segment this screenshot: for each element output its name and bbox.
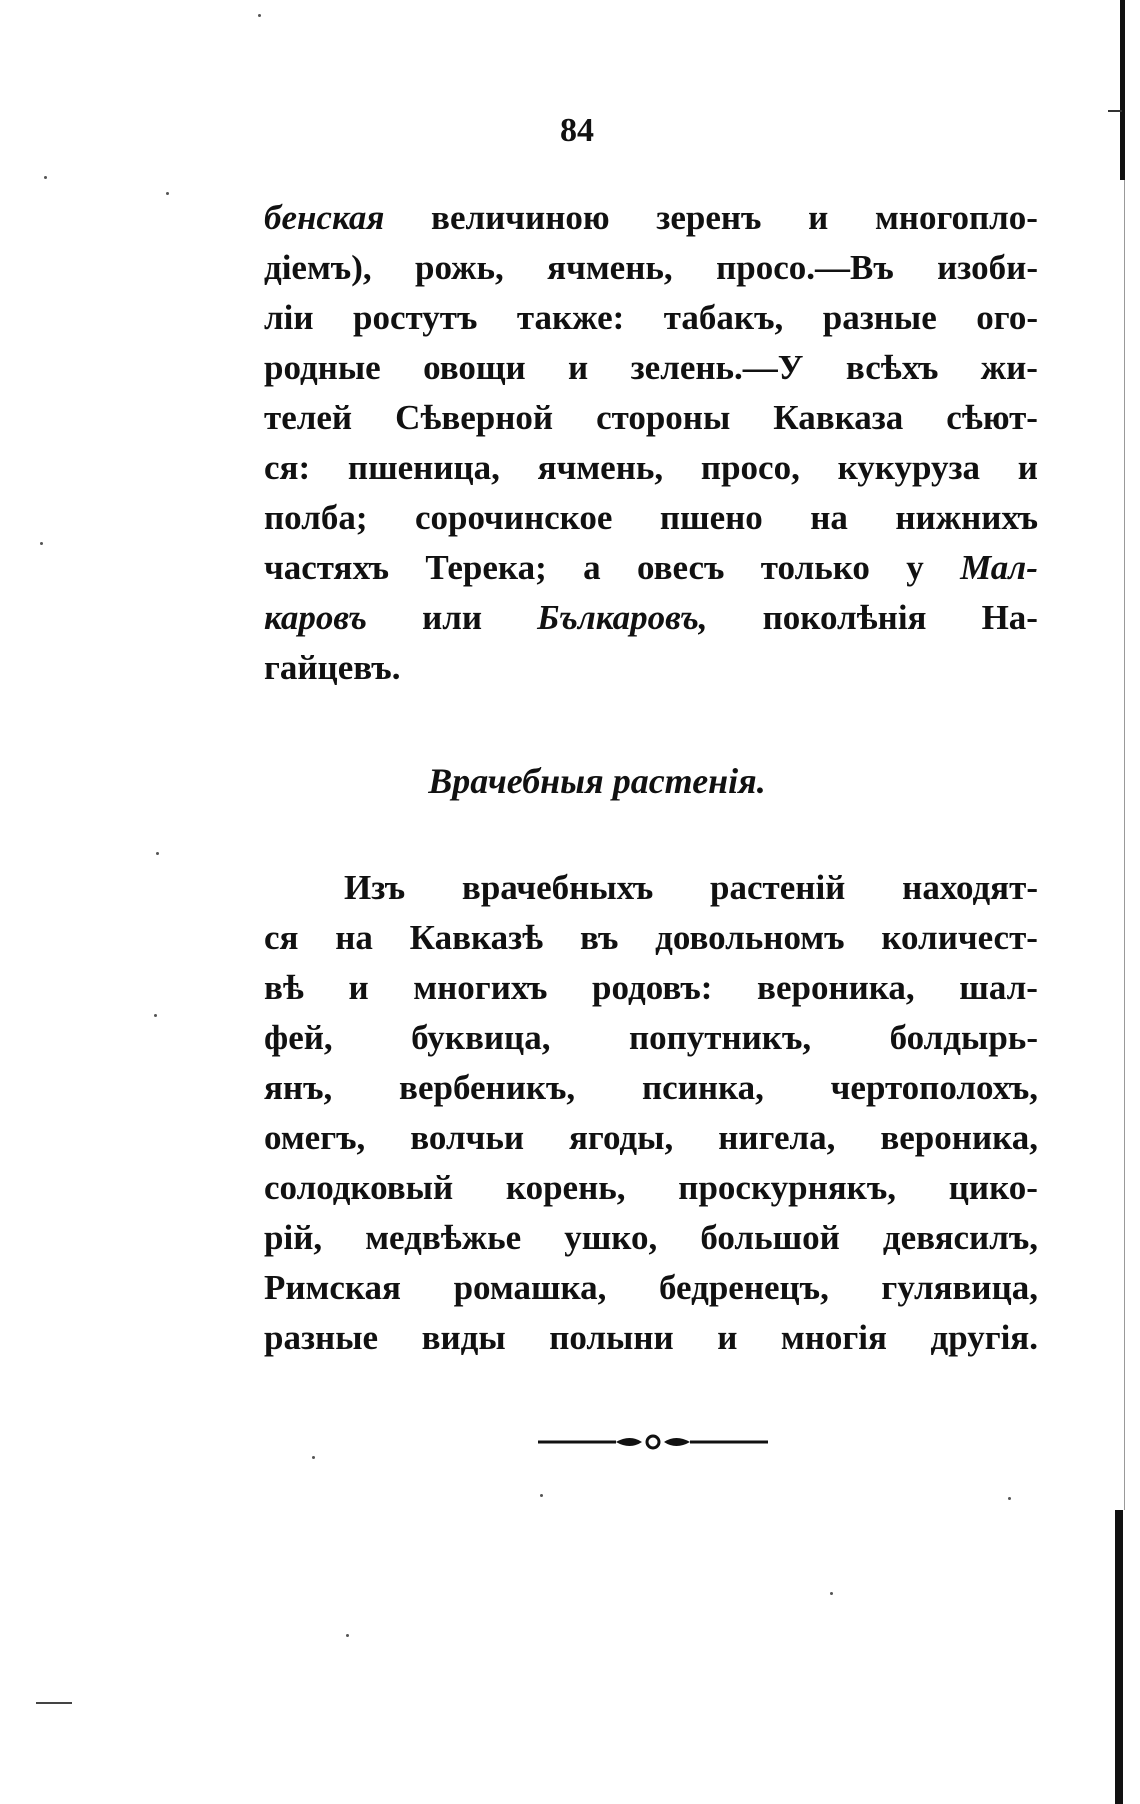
word: довольномъ	[655, 918, 845, 957]
word: другiя.	[930, 1318, 1038, 1357]
word: лiи	[264, 298, 314, 337]
word: поколѣнiя	[762, 598, 927, 637]
text-line	[264, 198, 1038, 248]
word: или	[422, 598, 483, 637]
word: разные	[822, 298, 937, 337]
word: находят-	[902, 868, 1038, 907]
text-line	[264, 548, 1038, 598]
word: всѣхъ	[845, 348, 939, 387]
word: рiй,	[264, 1218, 323, 1257]
paper-speck	[1008, 1497, 1011, 1500]
word: просо,	[700, 448, 800, 487]
word: овесъ	[636, 548, 725, 587]
word: Кавказѣ	[409, 918, 544, 957]
paper-speck	[312, 1456, 315, 1459]
word: Сѣверной	[395, 398, 554, 437]
word: и	[808, 198, 829, 237]
word: вербеникъ,	[399, 1068, 576, 1107]
word: и	[348, 968, 369, 1007]
text-line	[264, 1118, 1038, 1168]
page-edge-rule-thin	[1124, 180, 1125, 1510]
text-line	[264, 298, 1038, 348]
word: вероника,	[757, 968, 915, 1007]
text-line	[264, 498, 1038, 548]
word: изоби-	[937, 248, 1038, 287]
paper-speck	[154, 1014, 157, 1017]
word: сѣют-	[946, 398, 1038, 437]
word: у	[906, 548, 924, 587]
word: полба;	[264, 498, 368, 537]
word: дiемъ),	[264, 248, 372, 287]
word: ягоды,	[568, 1118, 674, 1157]
word: ого-	[976, 298, 1038, 337]
word: омегъ,	[264, 1118, 366, 1157]
text-line	[264, 648, 1038, 698]
text-line	[264, 918, 1038, 968]
word: бедренецъ,	[659, 1268, 829, 1307]
word: и	[1017, 448, 1038, 487]
word: ячмень,	[537, 448, 664, 487]
paragraph-crops	[264, 198, 1038, 698]
text-line	[264, 1168, 1038, 1218]
paper-speck	[44, 176, 47, 179]
word: бенская	[264, 198, 385, 237]
margin-mark	[36, 1702, 72, 1704]
text-line	[264, 598, 1038, 648]
text-line	[264, 1218, 1038, 1268]
word: солодковый	[264, 1168, 454, 1207]
word: родные	[264, 348, 381, 387]
text-line	[264, 1068, 1038, 1118]
word: овощи	[423, 348, 526, 387]
word: Римская	[264, 1268, 401, 1307]
text-line	[264, 868, 1038, 918]
word: проскурнякъ,	[678, 1168, 897, 1207]
word: На-	[981, 598, 1038, 637]
word: Мал-	[960, 548, 1038, 587]
text-line	[264, 1018, 1038, 1068]
word: ся:	[264, 448, 311, 487]
word: нигела,	[718, 1118, 836, 1157]
page-edge-rule-bottom	[1115, 1510, 1123, 1804]
word: количест-	[881, 918, 1038, 957]
paper-speck	[40, 542, 43, 545]
word: янъ,	[264, 1068, 333, 1107]
word: сорочинское	[414, 498, 613, 537]
word: также:	[516, 298, 625, 337]
text-line	[264, 348, 1038, 398]
word: ячмень,	[547, 248, 673, 287]
word: буквица,	[411, 1018, 551, 1057]
word: медвѣжье	[365, 1218, 522, 1257]
paper-speck	[156, 852, 159, 855]
page-edge-rule-top	[1120, 0, 1125, 180]
paper-speck	[166, 192, 169, 195]
word: псинка,	[641, 1068, 764, 1107]
word: фей,	[264, 1018, 333, 1057]
word: многiя	[780, 1318, 887, 1357]
word: пшеница,	[347, 448, 500, 487]
word: корень,	[505, 1168, 626, 1207]
word: табакъ,	[663, 298, 784, 337]
word: попутникъ,	[628, 1018, 812, 1057]
word: нижнихъ	[895, 498, 1038, 537]
word: въ	[579, 918, 619, 957]
word: просо.—Въ	[716, 248, 894, 287]
word: цико-	[948, 1168, 1038, 1207]
word: ушко,	[564, 1218, 658, 1257]
word: ромашка,	[453, 1268, 607, 1307]
section-heading: Врачебныя растенiя.	[428, 761, 766, 801]
word: рожь,	[415, 248, 504, 287]
word: ростутъ	[353, 298, 478, 337]
paper-speck	[830, 1592, 833, 1595]
word: шал-	[959, 968, 1038, 1007]
word: вѣ	[264, 968, 304, 1007]
word: телей	[264, 398, 353, 437]
text-line	[264, 398, 1038, 448]
ornament-divider	[538, 1430, 768, 1454]
word: Изъ	[344, 868, 406, 907]
word: чертополохъ,	[830, 1068, 1038, 1107]
word: на	[335, 918, 373, 957]
word: каровъ	[264, 598, 367, 637]
word: жи-	[980, 348, 1038, 387]
text-line	[264, 1318, 1038, 1368]
word: частяхъ	[264, 548, 390, 587]
word: зелень.—У	[630, 348, 804, 387]
word: гулявица,	[881, 1268, 1038, 1307]
word: пшено	[659, 498, 763, 537]
word: величиною	[431, 198, 610, 237]
paper-speck	[540, 1494, 543, 1497]
word: девясилъ,	[882, 1218, 1038, 1257]
text-line	[264, 248, 1038, 298]
word: на	[810, 498, 848, 537]
word: Терека;	[425, 548, 547, 587]
text-line	[264, 448, 1038, 498]
paragraph-medicinal-plants	[264, 868, 1038, 1368]
word: болдырь-	[889, 1018, 1038, 1057]
page-number: 84	[560, 112, 594, 149]
paper-speck	[258, 14, 261, 17]
text-line	[264, 1268, 1038, 1318]
word: и	[568, 348, 589, 387]
word: разные	[264, 1318, 379, 1357]
word: стороны	[596, 398, 731, 437]
word: ся	[264, 918, 299, 957]
word: кукуруза	[837, 448, 981, 487]
word: и	[717, 1318, 738, 1357]
word: только	[760, 548, 870, 587]
word: Кавказа	[773, 398, 904, 437]
word: Бълкаровъ,	[537, 598, 708, 637]
word: врачебныхъ	[461, 868, 654, 907]
text-line	[264, 968, 1038, 1018]
word: большой	[700, 1218, 840, 1257]
word: волчьи	[410, 1118, 524, 1157]
word: многихъ	[413, 968, 548, 1007]
word: родовъ:	[592, 968, 713, 1007]
word: растенiй	[710, 868, 846, 907]
word: зеренъ	[656, 198, 762, 237]
word: виды	[421, 1318, 506, 1357]
word: полыни	[549, 1318, 674, 1357]
word: вероника,	[880, 1118, 1038, 1157]
word: гайцевъ.	[264, 648, 401, 687]
word: многопло-	[874, 198, 1038, 237]
word: а	[583, 548, 601, 587]
paper-speck	[346, 1634, 349, 1637]
